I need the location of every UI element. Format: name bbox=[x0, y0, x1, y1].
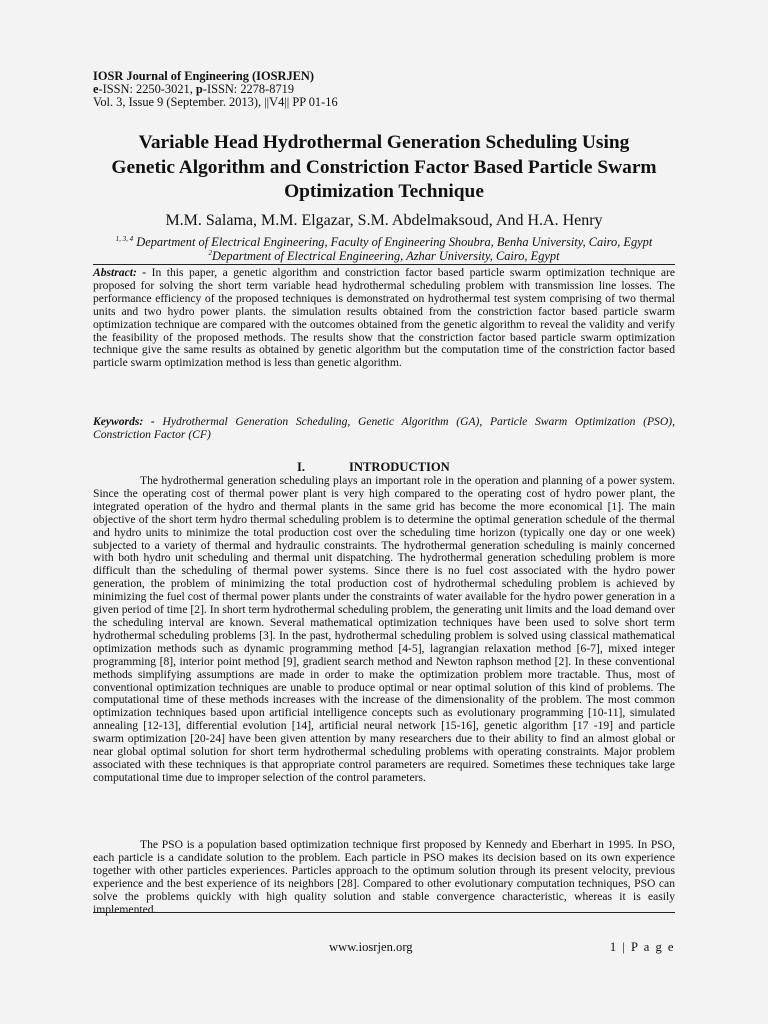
top-divider bbox=[93, 264, 675, 265]
issn-p: -ISSN: 2278-8719 bbox=[202, 82, 295, 97]
affiliation-2 bbox=[93, 247, 675, 263]
keywords-text: Hydrothermal Generation Scheduling, Genetic Algorithm (GA), Particle Swarm Optimization (PSO), Constriction Factor (CF) bbox=[93, 415, 675, 441]
paper-title bbox=[80, 131, 688, 205]
page-number: 1 | P a g e bbox=[609, 940, 675, 954]
issn-p-prefix: p bbox=[195, 82, 203, 97]
title-line-3: Optimization Technique bbox=[284, 181, 484, 202]
title-line-2: Genetic Algorithm and Constriction Factor Based Particle Swarm bbox=[111, 156, 657, 178]
journal-name: IOSR Journal of Engineering (IOSRJEN) bbox=[93, 69, 314, 83]
section-title: INTRODUCTION bbox=[349, 460, 450, 474]
issn-e-prefix: e bbox=[93, 82, 99, 97]
issn-e: -ISSN: 2250-3021, bbox=[98, 82, 196, 97]
affiliation-1-text: Department of Electrical Engineering, Faculty of Engineering Shoubra, Benha University, Cairo, Egypt bbox=[133, 235, 653, 249]
affiliation-2-text: Department of Electrical Engineering, Azhar University, Cairo, Egypt bbox=[211, 249, 560, 263]
abstract-label: Abstract: - bbox=[93, 266, 147, 279]
keywords bbox=[93, 416, 675, 442]
journal-header bbox=[93, 70, 338, 110]
abstract bbox=[93, 267, 675, 370]
volume-line: Vol. 3, Issue 9 (September. 2013), ||V4|| PP 01-16 bbox=[93, 95, 338, 110]
keywords-label: Keywords: - bbox=[93, 415, 155, 428]
authors: M.M. Salama, M.M. Elgazar, S.M. Abdelmaksoud, And H.A. Henry bbox=[165, 212, 603, 229]
affiliation-2-mark: 2 bbox=[208, 249, 212, 257]
body-paragraph: The PSO is a population based optimization technique first proposed by Kennedy and Eberhart in 1995. In PSO, each particle is a candidate solution to the problem. Each particle in PSO makes its decision based on its own experience together with other particles experiences. Particles approach to the optimum solution through its present velocity, previous experience and the best experience of its neighbors [28]. Compared to other evolutionary computation techniques, PSO can solve the problems quickly with high quality solution and stable convergence characteristic, whereas it is easily implemented. bbox=[93, 838, 675, 916]
abstract-text: In this paper, a genetic algorithm and constriction factor based particle swarm optimization technique are proposed for solving the short term variable head hydrothermal scheduling problem with transmission line losses. The performance efficiency of the proposed techniques is demonstrated on hydrothermal test system comprising of two thermal units and two hydro power plants. the simulation results obtained from the constriction factor based particle swarm optimization technique are compared with the outcomes obtained from the genetic algorithm to reveal the validity and verify the feasibility of the proposed methods. The results show that the constriction factor based particle swarm optimization technique give the same results as obtained by genetic algorithm but the computation time of the constriction factor based particle swarm optimization method is less than genetic algorithm. bbox=[93, 266, 675, 370]
footer-website: www.iosrjen.org bbox=[329, 940, 413, 954]
title-line-1: Variable Head Hydrothermal Generation Scheduling Using bbox=[138, 132, 630, 153]
body-paragraph: The hydrothermal generation scheduling plays an important role in the operation and planning of a power system. Since the operating cost of thermal power plant is very high compared to the operating cost of hydro power plant, the integrated operation of the hydro and thermal plants in the same grid has become the more economical [1]. The main objective of the short term hydro thermal scheduling problem is to determine the optimal generation schedule of the thermal and hydro units to minimize the total production cost over the scheduling time horizon (typically one day or one week) subjected to a variety of thermal and hydraulic constraints. The hydrothermal generation scheduling is mainly concerned with both hydro unit scheduling and thermal unit dispatching. The hydrothermal generation scheduling problem is more difficult than the scheduling of thermal power systems. Since there is no fuel cost associated with the hydro power generation, the problem of minimizing the total production cost of hydrothermal scheduling problem is achieved by minimizing the fuel cost of thermal power plants under the constraints of water available for the hydro power generation in a given period of time [2]. In short term hydrothermal scheduling problem, the generating unit limits and the load demand over the scheduling interval are known. Several mathematical optimization techniques have been used to solve short term hydrothermal scheduling problems [3]. In the past, hydrothermal scheduling problem is solved using classical mathematical optimization methods such as dynamic programming method [4-5], lagrangian relaxation method [6-7], mixed integer programming [8], interior point method [9], gradient search method and Newton raphson method [2]. In these conventional methods simplifying assumptions are made in order to make the optimization problem more tractable. Thus, most of conventional optimization techniques are unable to produce optimal or near optimal solution of this kind of problems. The computational time of these methods increases with the increase of the dimensionality of the problem. The most common optimization techniques based upon artificial intelligence concepts such as evolutionary programming [10-11], simulated annealing [12-13], differential evolution [14], artificial neural network [15-16], genetic algorithm [17 -19] and particle swarm optimization [20-24] have been given attention by many researchers due to their ability to find an almost global or near global optimal solution for short term hydrothermal scheduling problems with operating constraints. Major problem associated with these techniques is that appropriate control parameters are required. Sometimes these techniques take large computational time due to improper selection of the control parameters. bbox=[93, 474, 675, 784]
section-number: I. bbox=[297, 460, 306, 474]
footer-divider bbox=[93, 912, 675, 913]
affiliation-1-mark: 1, 3, 4 bbox=[115, 235, 134, 243]
